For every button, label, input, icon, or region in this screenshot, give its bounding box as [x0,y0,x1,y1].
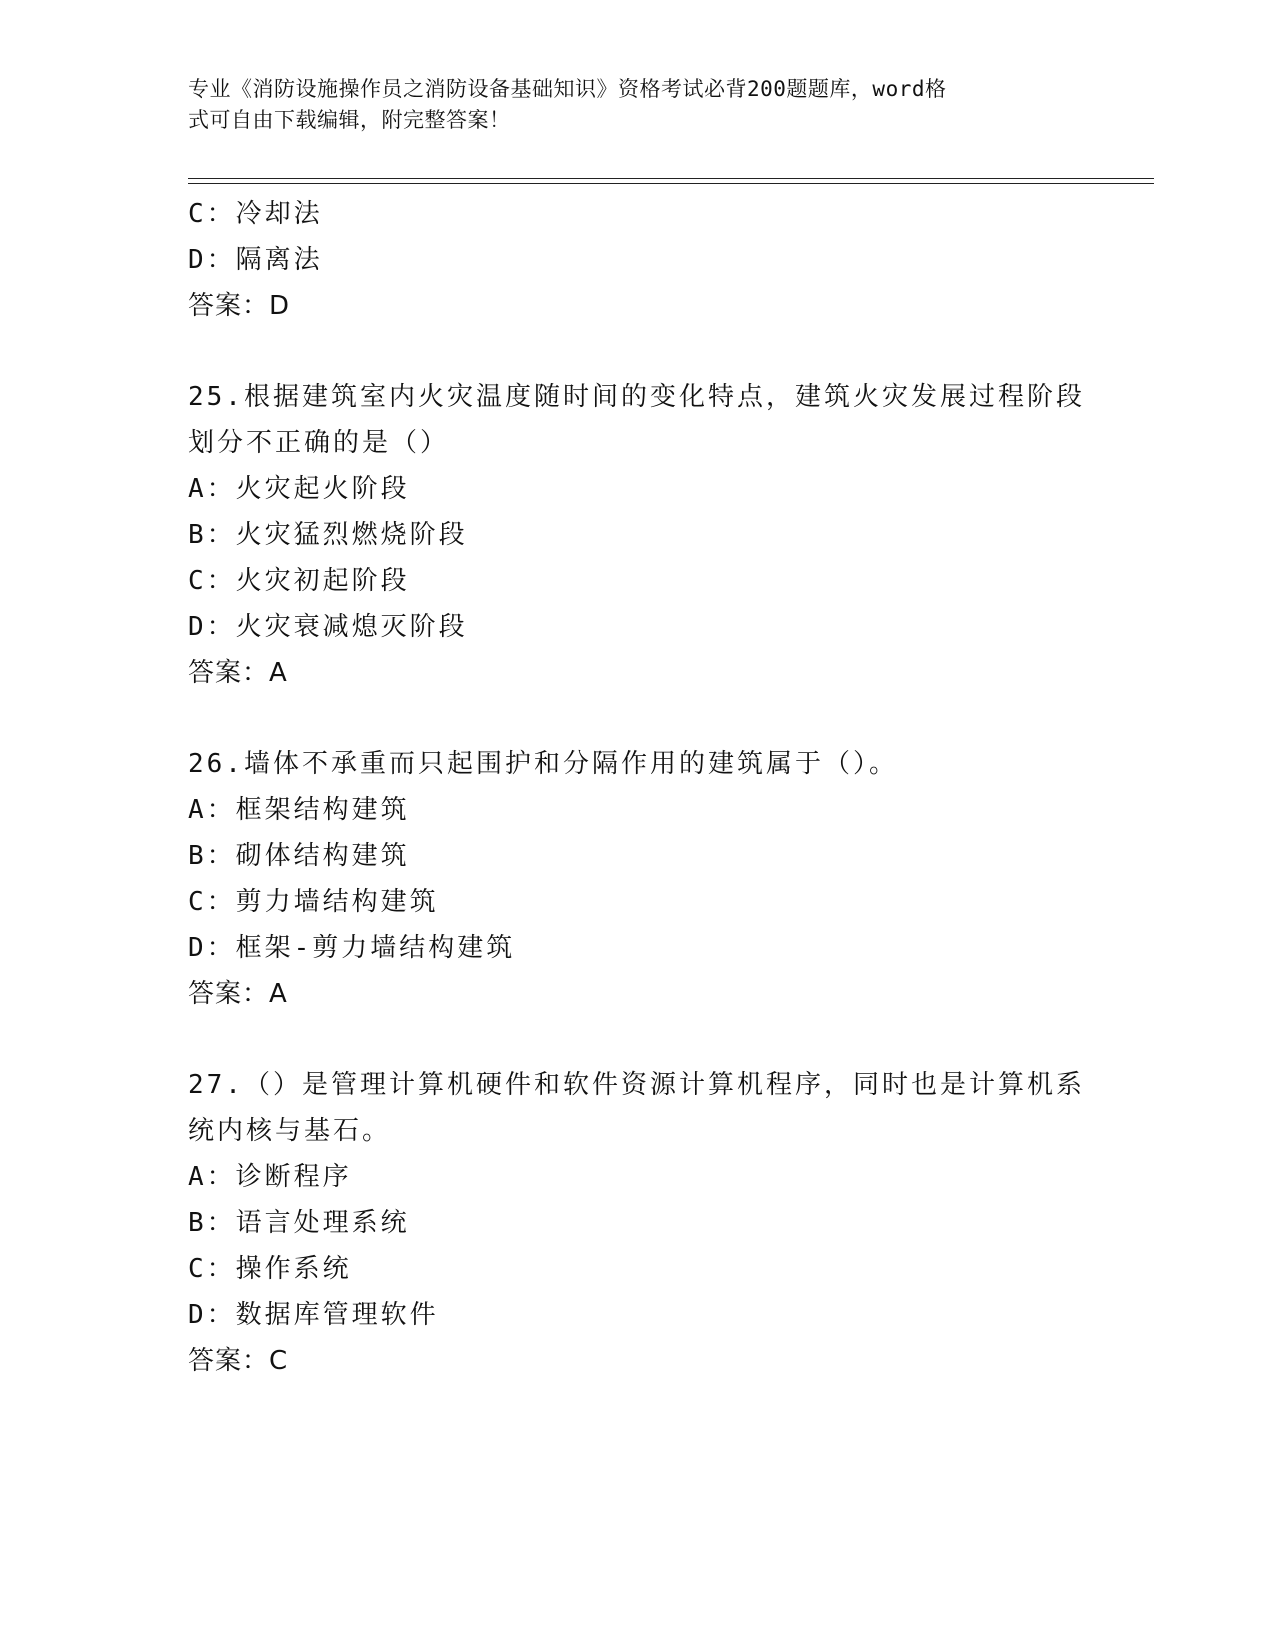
option-c: C：火灾初起阶段 [188,566,410,596]
answer-line: 答案：C [188,1346,289,1376]
header-line-2: 式可自由下载编辑，附完整答案！ [188,108,511,132]
option-c: C：操作系统 [188,1254,352,1284]
question-stem: 26.墙体不承重而只起围护和分隔作用的建筑属于（）。 [188,749,898,779]
question-26 [188,741,1088,1017]
header-divider-bottom [188,183,1154,184]
question-stem: 统内核与基石。 [188,1116,392,1146]
option-a: A：框架结构建筑 [188,795,410,825]
option-d: D：数据库管理软件 [188,1300,439,1330]
option-c: C：冷却法 [188,199,323,229]
question-stem: 27.（）是管理计算机硬件和软件资源计算机程序，同时也是计算机系 [188,1070,1085,1100]
option-b: B：火灾猛烈燃烧阶段 [188,520,468,550]
question-27 [188,1062,1088,1384]
option-d: D：火灾衰减熄灭阶段 [188,612,468,642]
header-divider-top [188,178,1154,179]
question-stem: 划分不正确的是（） [188,428,450,458]
option-b: B：语言处理系统 [188,1208,410,1238]
option-a: A：诊断程序 [188,1162,352,1192]
document-body [188,191,1088,1384]
document-header [188,74,1078,136]
option-d: D：隔离法 [188,245,323,275]
answer-line: 答案：A [188,658,288,688]
answer-line: 答案：A [188,979,288,1009]
option-b: B：砌体结构建筑 [188,841,410,871]
question-stem: 25.根据建筑室内火灾温度随时间的变化特点，建筑火灾发展过程阶段 [188,382,1085,412]
option-a: A：火灾起火阶段 [188,474,410,504]
answer-line: 答案：D [188,291,291,321]
option-c: C：剪力墙结构建筑 [188,887,439,917]
option-d: D：框架-剪力墙结构建筑 [188,933,516,963]
question-25 [188,374,1088,696]
question-prev [188,191,1088,329]
header-line-1: 专业《消防设施操作员之消防设备基础知识》资格考试必背200题题库，word格 [188,77,947,101]
